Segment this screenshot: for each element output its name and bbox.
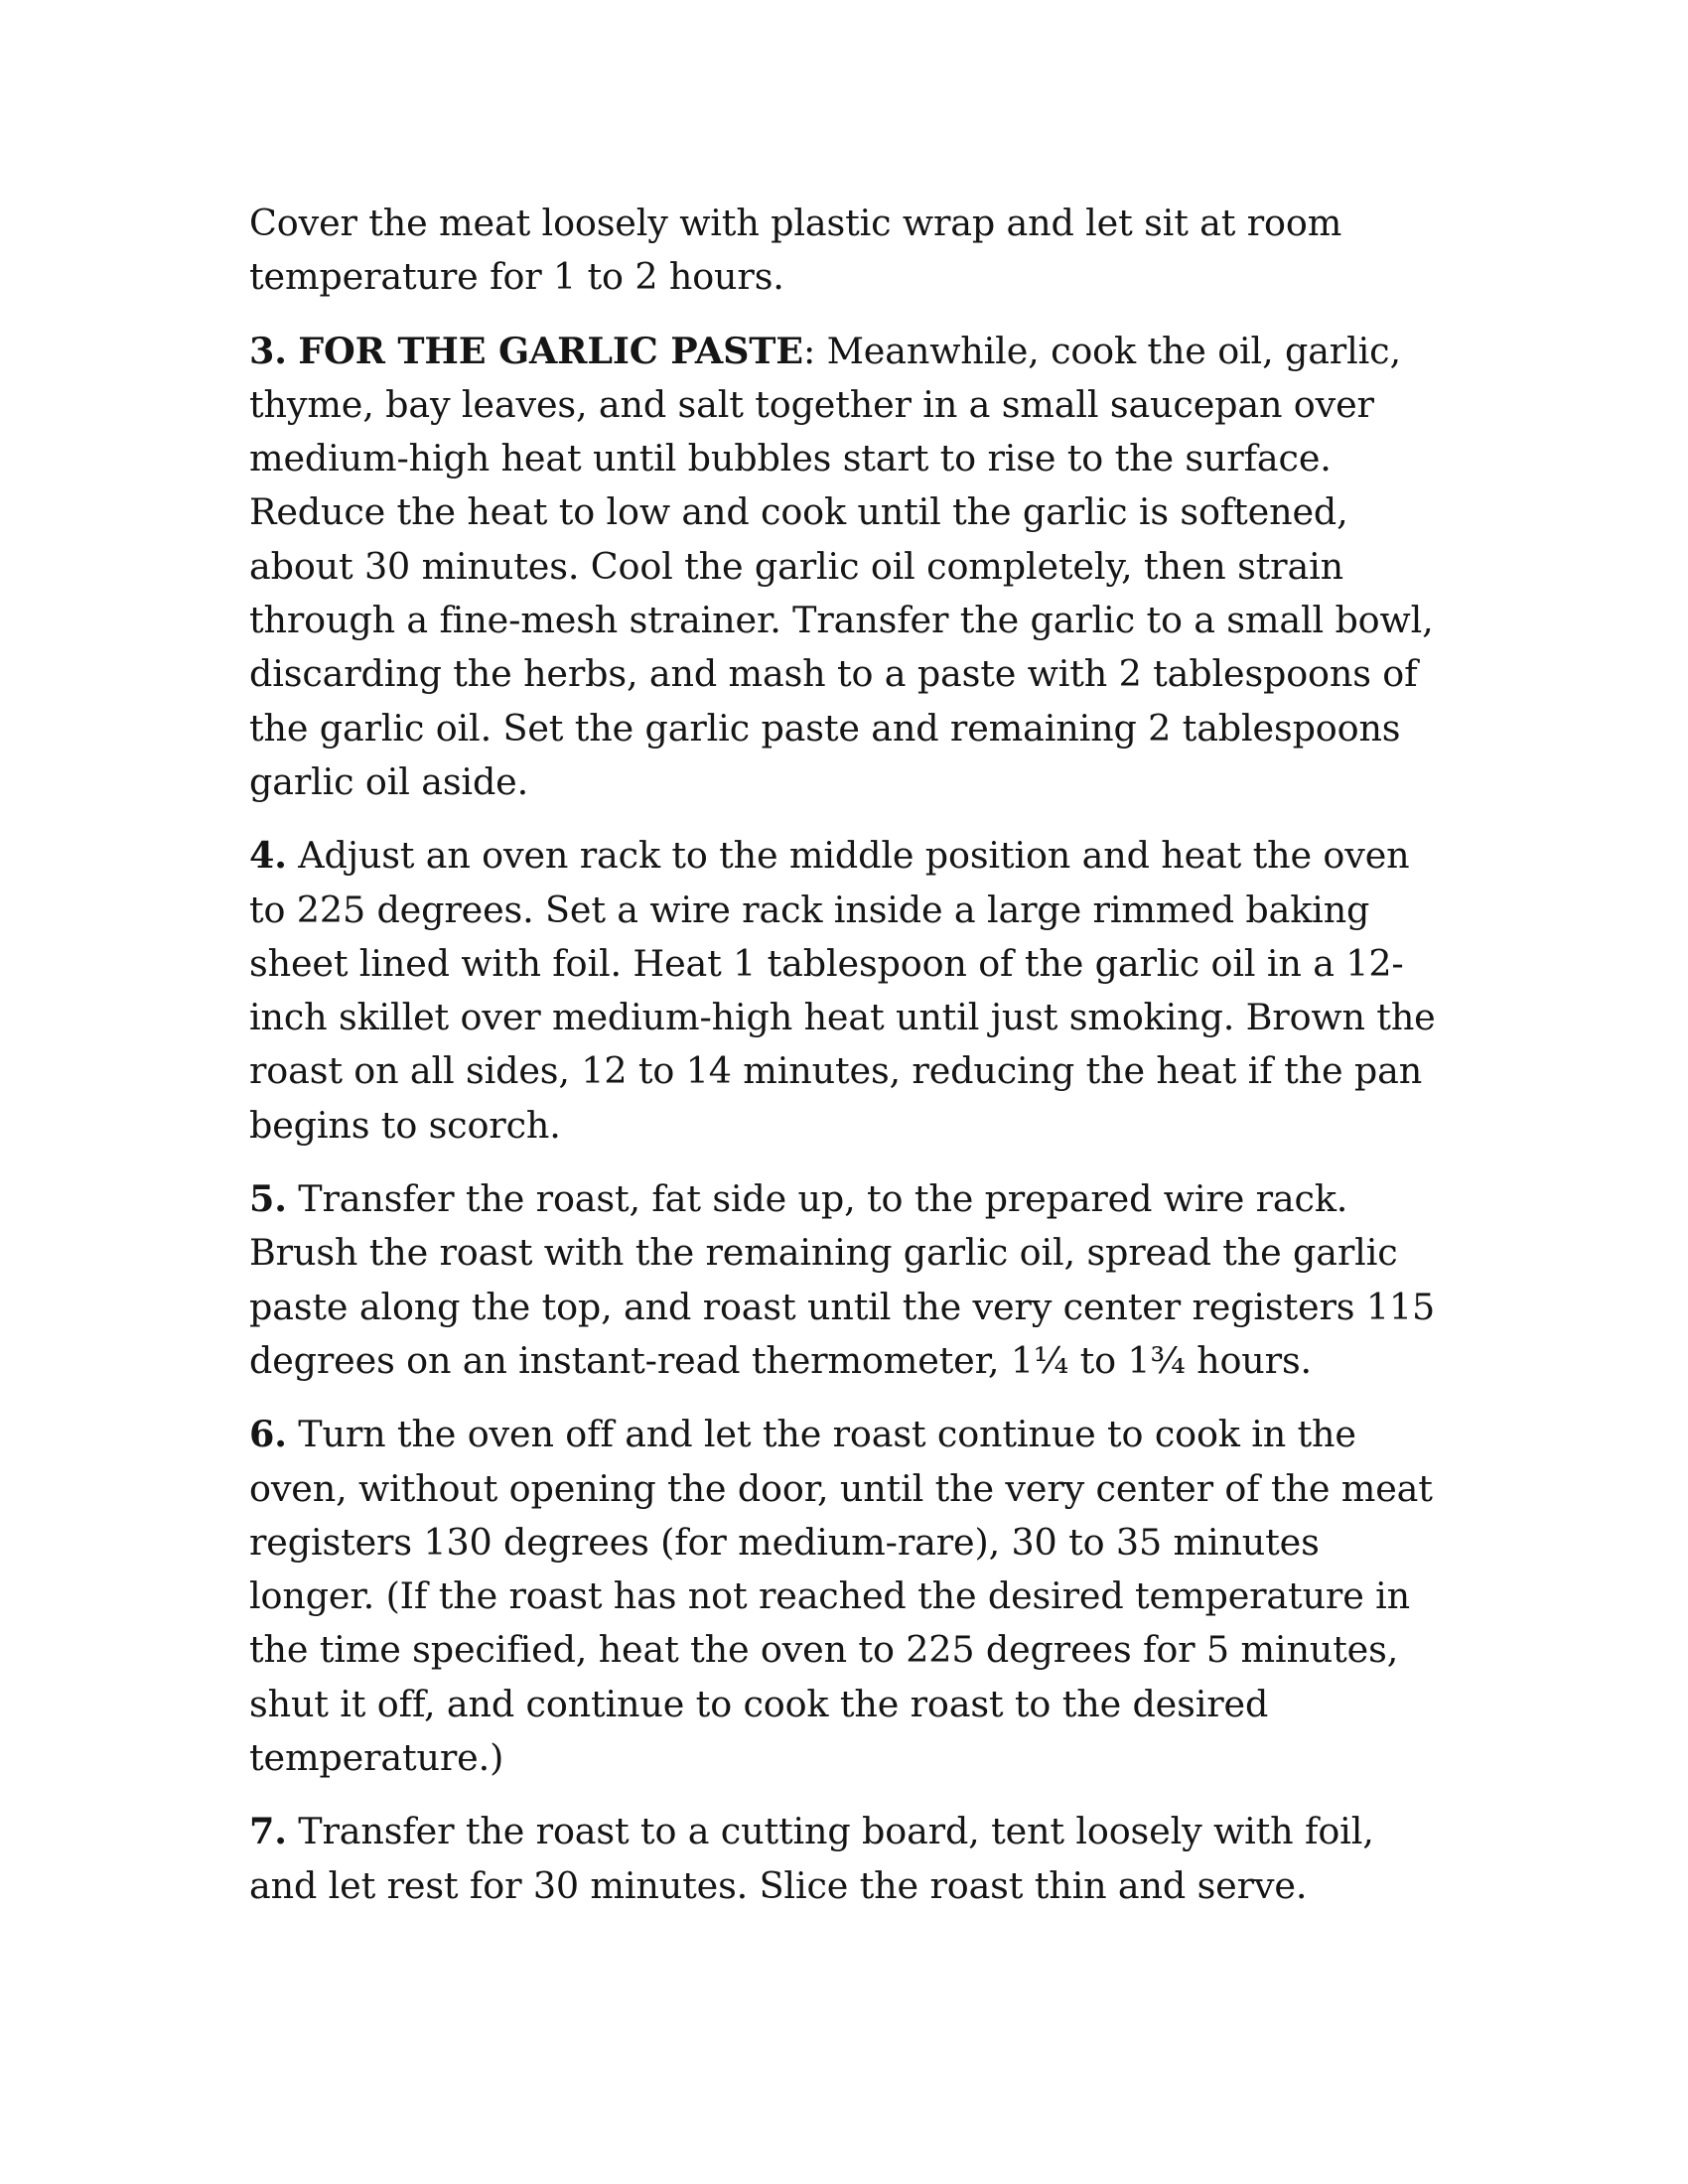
step-text: Turn the oven off and let the roast continue to cook in the oven, without opening the door, until the very center of the meat registers 130 degrees (for medium-rare), 30 to 35 minutes longer. (If the roast has not reached the desired temperature in the time specified, heat the oven to 225 degrees for 5 minutes, shut it off, and continue to cook the roast to the desired temperature.) [249,1413,1433,1780]
recipe-step-7 [249,1805,1453,1913]
step-number: 7. [249,1810,287,1853]
recipe-paragraph [249,197,1453,305]
recipe-step-4 [249,829,1453,1153]
step-number: 5. [249,1177,287,1221]
recipe-step-5 [249,1172,1453,1388]
step-heading: FOR THE GARLIC PASTE [298,329,803,372]
step-number: 3. [249,329,287,372]
step-number: 6. [249,1413,287,1456]
recipe-step-3 [249,325,1453,810]
step-text: Transfer the roast, fat side up, to the prepared wire rack. Brush the roast with the remaining garlic oil, spread the garlic paste along the top, and roast until the very center registers 115 degrees on an instant-read thermometer, 1¼ to 1¾ hours. [249,1177,1436,1382]
paragraph-text: Cover the meat loosely with plastic wrap and let sit at room temperature for 1 to 2 hours. [249,202,1342,299]
step-text: Transfer the roast to a cutting board, tent loosely with foil, and let rest for 30 minutes. Slice the roast thin and serve. [249,1810,1374,1907]
step-text: : Meanwhile, cook the oil, garlic, thyme, bay leaves, and salt together in a small saucepan over medium-high heat until bubbles start to rise to the surface. Reduce the heat to low and cook until the garlic is softened, about 30 minutes. Cool the garlic oil completely, then strain through a fine-mesh strainer. Transfer the garlic to a small bowl, discarding the herbs, and mash to a paste with 2 tablespoons of the garlic oil. Set the garlic paste and remaining 2 tablespoons garlic oil aside. [249,329,1434,803]
recipe-page [249,197,1453,1933]
step-number: 4. [249,834,287,878]
step-text: Adjust an oven rack to the middle position and heat the oven to 225 degrees. Set a wire rack inside a large rimmed baking sheet lined with foil. Heat 1 tablespoon of the garlic oil in a 12-inch skillet over medium-high heat until just smoking. Brown the roast on all sides, 12 to 14 minutes, reducing the heat if the pan begins to scorch. [249,834,1436,1147]
recipe-step-6 [249,1408,1453,1785]
